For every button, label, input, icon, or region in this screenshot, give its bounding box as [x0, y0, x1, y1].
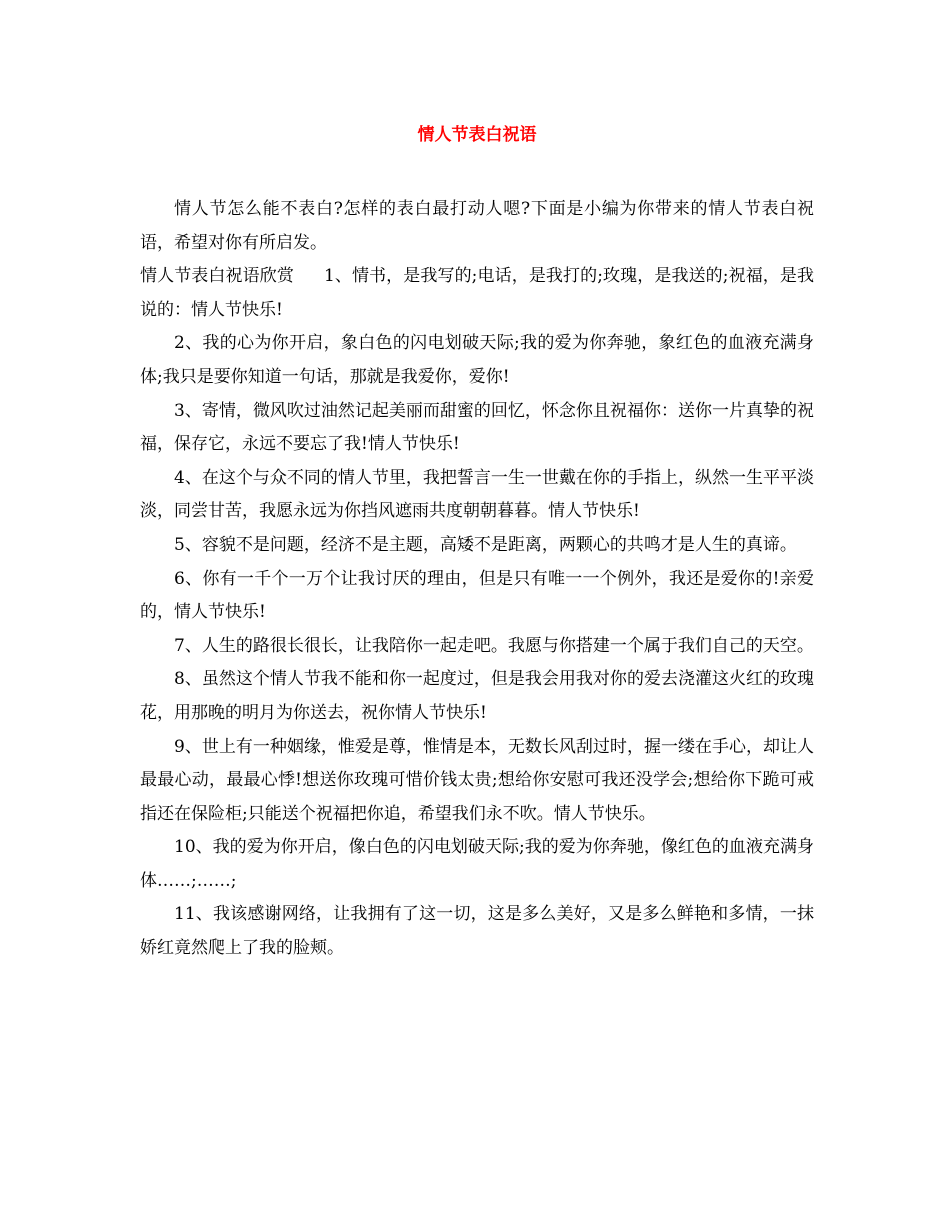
list-item-9: 9、世上有一种姻缘，惟爱是尊，惟情是本，无数长风刮过时，握一缕在手心，却让人最最心动，最最心悸!想送你玫瑰可惜价钱太贵;想给你安慰可我还没学会;想给你下跪可戒指还在保险柜;只能送个祝福把你追，希望我们永不吹。情人节快乐。	[140, 736, 814, 824]
document-page	[140, 118, 814, 966]
list-item-3: 3、寄情，微风吹过油然记起美丽而甜蜜的回忆，怀念你且祝福你：送你一片真挚的祝福，保存它，永远不要忘了我!情人节快乐!	[140, 400, 814, 455]
list-item-8: 8、虽然这个情人节我不能和你一起度过，但是我会用我对你的爱去浇灌这火红的玫瑰花，用那晚的明月为你送去，祝你情人节快乐!	[140, 669, 814, 723]
document-title: 情人节表白祝语	[417, 125, 537, 145]
list-item-2: 2、我的心为你开启，象白色的闪电划破天际;我的爱为你奔驰，象红色的血液充满身体;我只是要你知道一句话，那就是我爱你，爱你!	[140, 333, 814, 387]
list-item-7: 7、人生的路很长很长，让我陪你一起走吧。我愿与你搭建一个属于我们自己的天空。	[174, 635, 814, 656]
section-paragraph-1	[140, 260, 814, 327]
list-item-11: 11、我该感谢网络，让我拥有了这一切，这是多么美好，又是多么鲜艳和多情，一抹娇红竟然爬上了我的脸颊。	[140, 904, 814, 959]
list-item-6: 6、你有一千个一万个让我讨厌的理由，但是只有唯一一个例外，我还是爱你的!亲爱的，情人节快乐!	[140, 568, 814, 623]
list-item-5: 5、容貌不是问题，经济不是主题，高矮不是距离，两颗心的共鸣才是人生的真谛。	[174, 534, 797, 555]
list-item-1: 1、情书，是我写的;电话，是我打的;玫瑰，是我送的;祝福，是我说的：情人节快乐!	[140, 266, 815, 320]
section-heading: 情人节表白祝语欣赏	[140, 266, 294, 287]
intro-paragraph: 情人节怎么能不表白?怎样的表白最打动人嗯?下面是小编为你带来的情人节表白祝语，希望对你有所启发。	[140, 199, 814, 253]
list-item-4: 4、在这个与众不同的情人节里，我把誓言一生一世戴在你的手指上，纵然一生平平淡淡，同尝甘苦，我愿永远为你挡风遮雨共度朝朝暮暮。情人节快乐!	[140, 467, 814, 522]
list-item-10: 10、我的爱为你开启，像白色的闪电划破天际;我的爱为你奔驰，像红色的血液充满身体……;……;	[140, 837, 814, 891]
